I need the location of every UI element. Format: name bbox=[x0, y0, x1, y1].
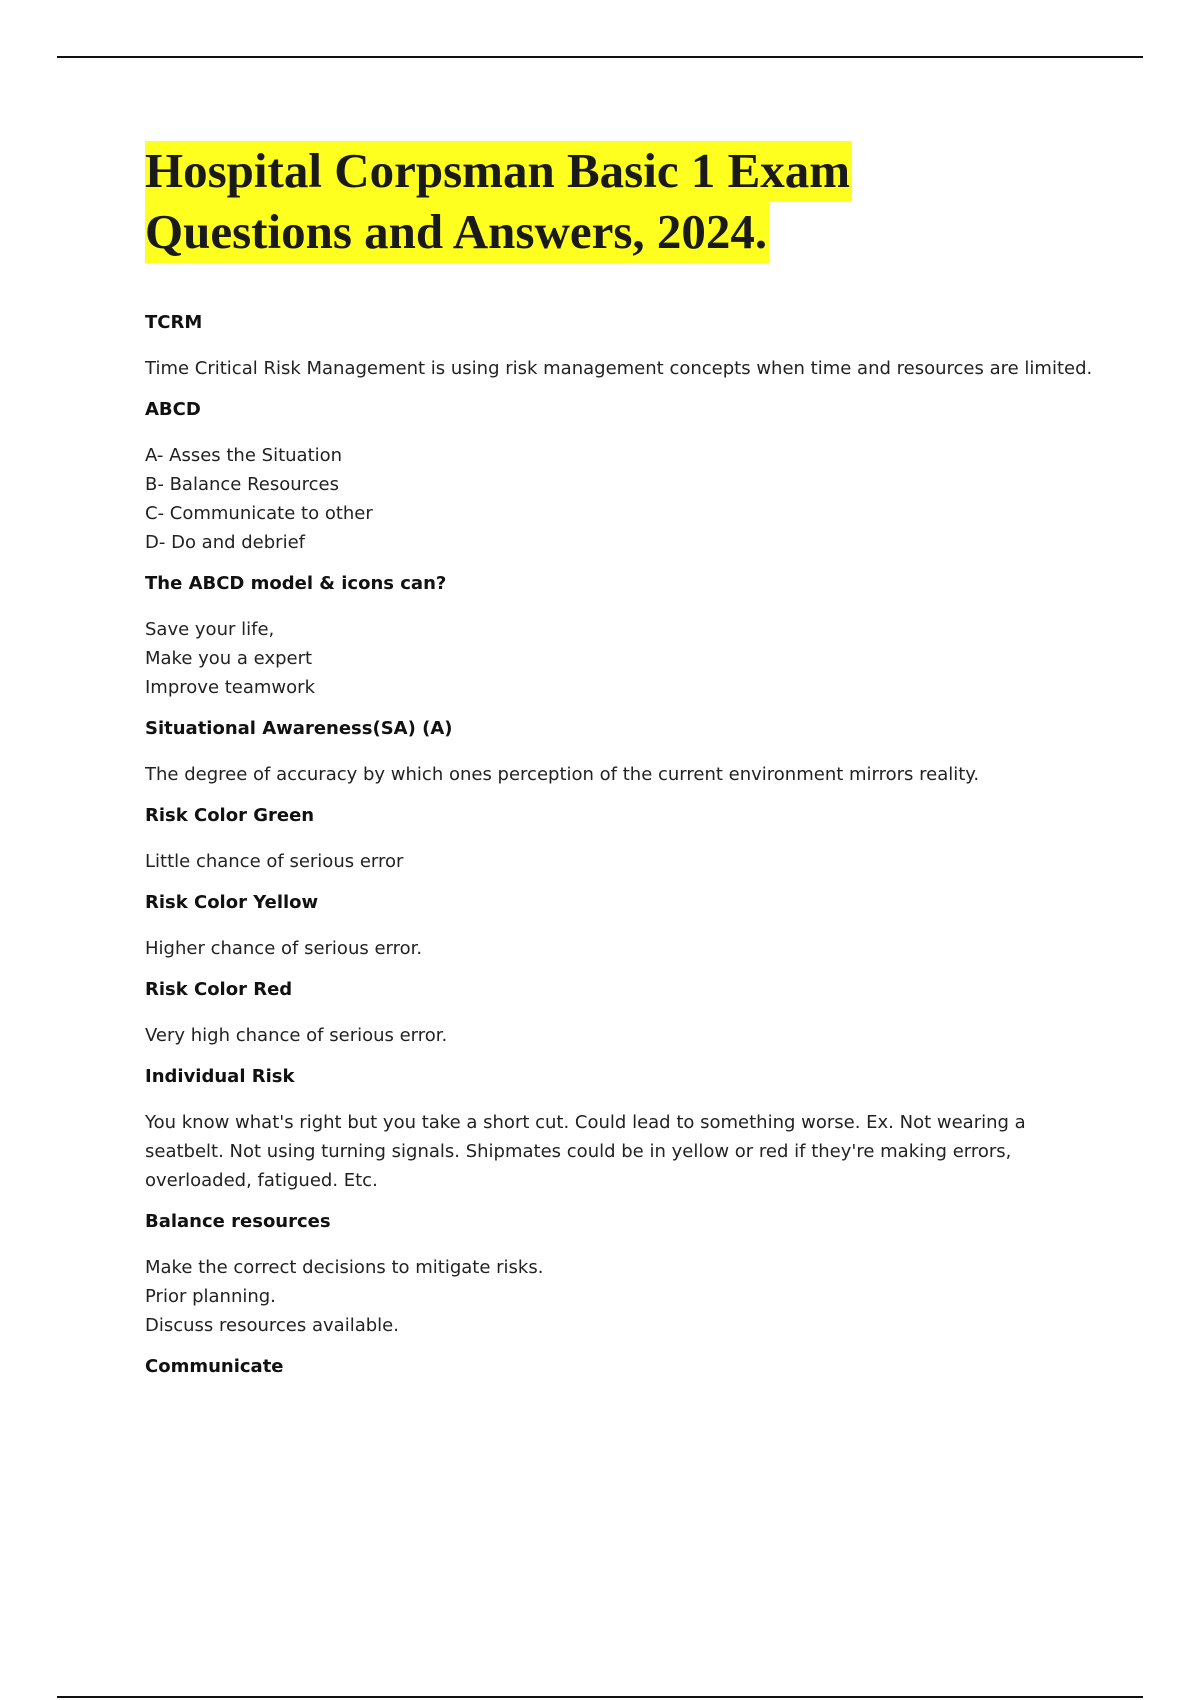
answer-line: Little chance of serious error bbox=[145, 851, 404, 872]
question-heading: Risk Color Red bbox=[145, 979, 293, 1000]
question-heading: Situational Awareness(SA) (A) bbox=[145, 718, 453, 739]
answer-line: D- Do and debrief bbox=[145, 532, 305, 553]
question-heading: Risk Color Green bbox=[145, 805, 315, 826]
qa-list bbox=[145, 312, 1105, 1378]
answer-line: Discuss resources available. bbox=[145, 1315, 399, 1336]
question-heading: The ABCD model & icons can? bbox=[145, 573, 447, 594]
answer-line: Higher chance of serious error. bbox=[145, 938, 423, 959]
answer-line: Time Critical Risk Management is using risk management concepts when time and resources are limited. bbox=[145, 358, 1093, 379]
qa-item bbox=[145, 573, 1105, 702]
header-rule bbox=[57, 56, 1143, 58]
answer-line: Make you a expert bbox=[145, 648, 313, 669]
qa-item bbox=[145, 399, 1105, 557]
answer-text bbox=[145, 354, 1105, 383]
answer-text bbox=[145, 934, 1105, 963]
answer-line: Very high chance of serious error. bbox=[145, 1025, 448, 1046]
answer-text bbox=[145, 1021, 1105, 1050]
question-heading: Individual Risk bbox=[145, 1066, 295, 1087]
document-title bbox=[145, 140, 1105, 262]
answer-text bbox=[145, 1253, 1105, 1340]
title-highlight bbox=[145, 141, 852, 263]
answer-line: The degree of accuracy by which ones perception of the current environment mirrors reality. bbox=[145, 764, 980, 785]
title-line-2: Questions and Answers, 2024. bbox=[145, 204, 768, 259]
answer-line: You know what's right but you take a short cut. Could lead to something worse. Ex. Not wearing a bbox=[145, 1112, 1026, 1133]
question-heading: Risk Color Yellow bbox=[145, 892, 319, 913]
footer-rule bbox=[57, 1696, 1143, 1698]
qa-item bbox=[145, 1066, 1105, 1195]
qa-item bbox=[145, 718, 1105, 789]
title-line-1: Hospital Corpsman Basic 1 Exam bbox=[145, 143, 851, 198]
answer-line: Improve teamwork bbox=[145, 677, 315, 698]
answer-line: B- Balance Resources bbox=[145, 474, 340, 495]
qa-item bbox=[145, 312, 1105, 383]
answer-line: seatbelt. Not using turning signals. Shipmates could be in yellow or red if they're making errors, bbox=[145, 1141, 1012, 1162]
document-body bbox=[145, 140, 1105, 1398]
answer-line: A- Asses the Situation bbox=[145, 445, 343, 466]
answer-line: Make the correct decisions to mitigate risks. bbox=[145, 1257, 544, 1278]
qa-item bbox=[145, 979, 1105, 1050]
question-heading: TCRM bbox=[145, 312, 203, 333]
answer-text bbox=[145, 441, 1105, 557]
answer-text bbox=[145, 615, 1105, 702]
answer-line: overloaded, fatigued. Etc. bbox=[145, 1170, 378, 1191]
answer-text bbox=[145, 760, 1105, 789]
qa-item bbox=[145, 892, 1105, 963]
answer-line: C- Communicate to other bbox=[145, 503, 373, 524]
answer-line: Prior planning. bbox=[145, 1286, 276, 1307]
answer-text bbox=[145, 847, 1105, 876]
qa-item bbox=[145, 1211, 1105, 1340]
answer-text bbox=[145, 1108, 1105, 1195]
qa-item bbox=[145, 1356, 1105, 1378]
question-heading: Communicate bbox=[145, 1356, 284, 1377]
answer-line: Save your life, bbox=[145, 619, 275, 640]
question-heading: Balance resources bbox=[145, 1211, 331, 1232]
question-heading: ABCD bbox=[145, 399, 201, 420]
qa-item bbox=[145, 805, 1105, 876]
